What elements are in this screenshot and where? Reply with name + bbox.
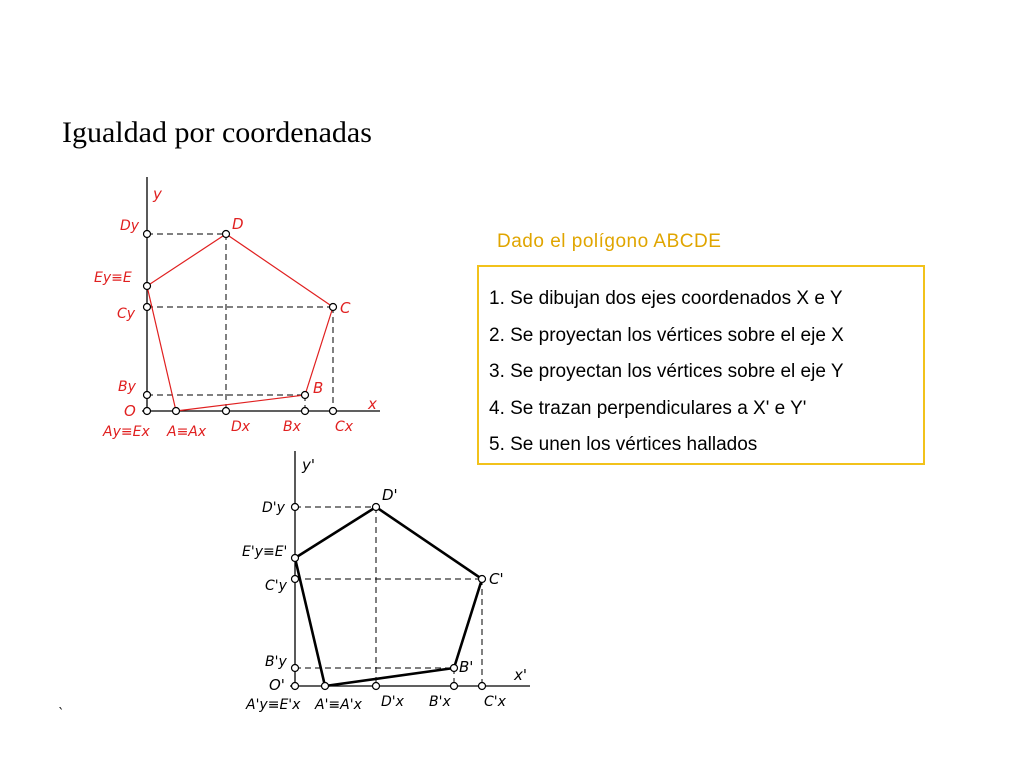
proj-cx: Cx	[335, 419, 354, 435]
proj-cx-prime: C'x	[484, 694, 506, 710]
step-1: 1. Se dibujan dos ejes coordenados X e Y	[489, 288, 843, 309]
y-axis-label: y	[153, 185, 162, 203]
vertex-label-b-prime: B'	[459, 658, 474, 676]
proj-a-ax: A≡Ax	[167, 424, 207, 440]
copied-figure	[242, 451, 530, 713]
proj-ay-ex: Ay≡Ex	[103, 424, 150, 440]
step-4: 4. Se trazan perpendiculares a X' e Y'	[489, 397, 807, 419]
projection-lines-prime	[295, 507, 482, 686]
origin-label-prime: O'	[269, 676, 285, 694]
proj-cy: Cy	[117, 306, 136, 322]
steps-list	[489, 281, 923, 464]
step-2: 2. Se proyectan los vértices sobre el eje X	[489, 324, 844, 346]
proj-ey-e-prime: E'y≡E'	[242, 544, 288, 560]
vertex-label-d-prime: D'	[382, 486, 398, 504]
proj-by-prime: B'y	[265, 654, 287, 670]
proj-dx-prime: D'x	[381, 694, 404, 710]
proj-bx-prime: B'x	[429, 694, 451, 710]
vertex-label-d: D	[232, 215, 244, 233]
proj-ay-ex-prime: A'y≡E'x	[246, 697, 301, 713]
steps-box	[477, 265, 925, 465]
polygon-abcde-prime	[295, 507, 482, 686]
y-axis-label-prime: y'	[302, 456, 316, 474]
vertex-label-c-prime: C'	[489, 570, 504, 588]
vertex-label-c: C	[340, 299, 351, 317]
proj-cy-prime: C'y	[265, 578, 287, 594]
steps-heading: Dado el polígono ABCDE	[497, 231, 722, 252]
original-figure	[94, 177, 380, 440]
vertex-label-b: B	[313, 379, 324, 397]
stray-mark: `	[58, 707, 65, 722]
step-3: 3. Se proyectan los vértices sobre el eje Y	[489, 361, 844, 382]
proj-bx: Bx	[283, 419, 301, 435]
polygon-abcde	[147, 234, 333, 411]
projection-lines	[147, 234, 333, 411]
x-axis-label: x	[368, 395, 377, 413]
proj-ey-e: Ey≡E	[94, 270, 132, 286]
proj-a-ax-prime: A'≡A'x	[315, 697, 362, 713]
proj-by: By	[118, 379, 136, 395]
proj-dy: Dy	[120, 218, 140, 234]
proj-dy-prime: D'y	[262, 500, 285, 516]
x-axis-label-prime: x'	[514, 666, 528, 684]
proj-dx: Dx	[231, 419, 251, 435]
origin-label: O	[124, 402, 136, 420]
slide-title: Igualdad por coordenadas	[62, 116, 372, 149]
step-5: 5. Se unen los vértices hallados	[489, 434, 758, 455]
